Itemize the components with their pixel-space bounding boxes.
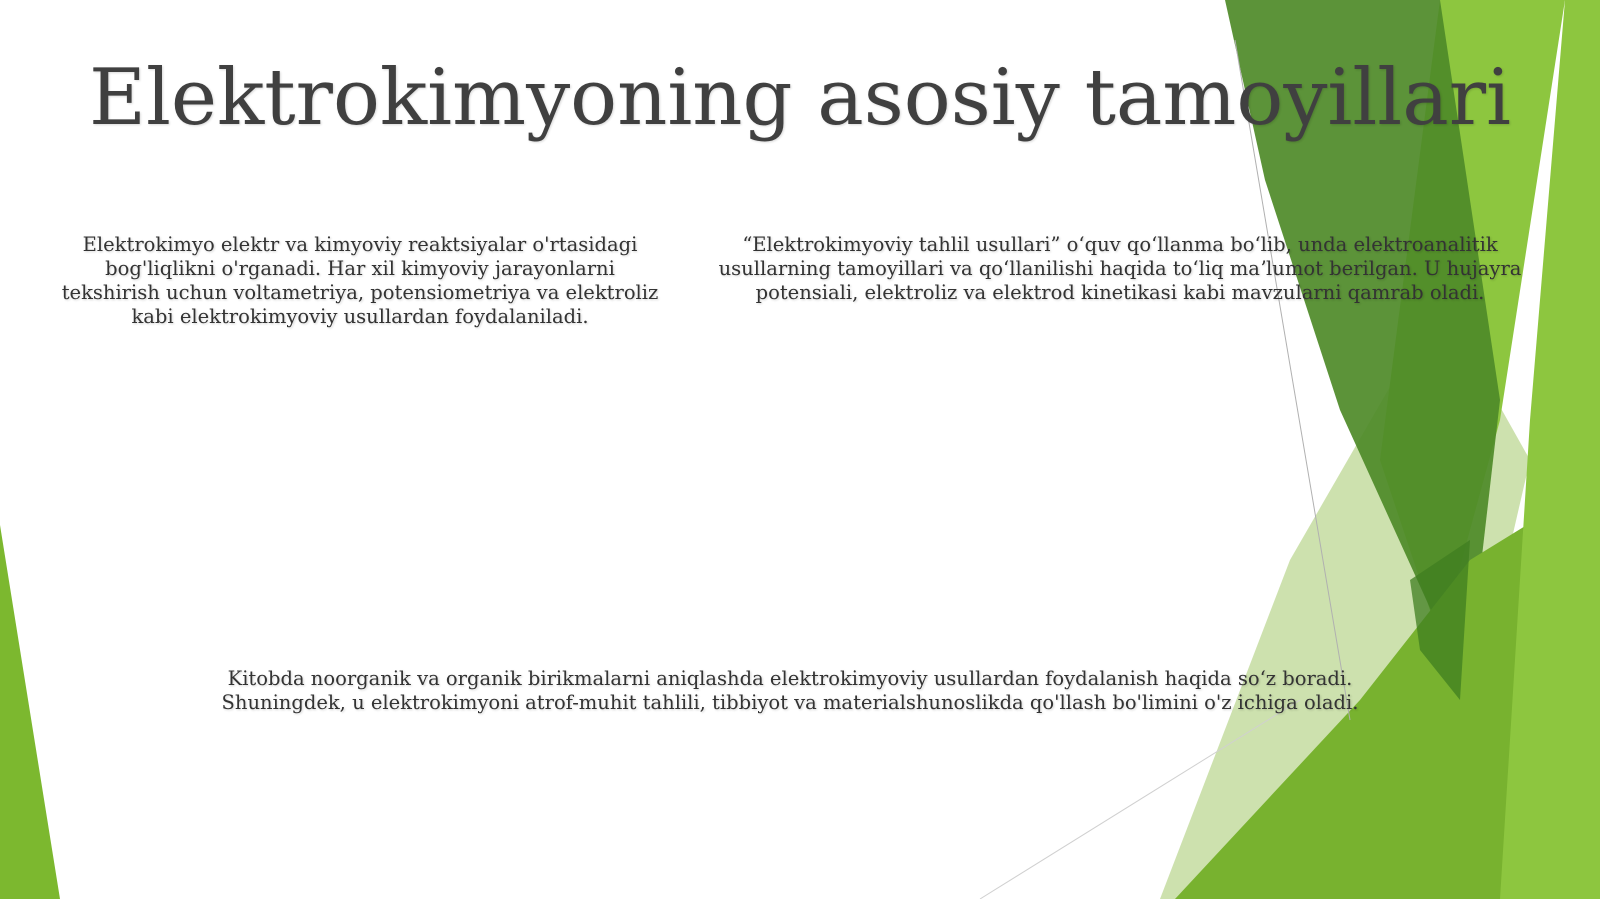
left-green-sliver <box>0 525 60 899</box>
paragraph-left: Elektrokimyo elektr va kimyoviy reaktsiyalar o'rtasidagi bog'liqlikni o'rganadi. Har xil kimyoviy jarayonlarni tekshirish uchun voltametriya, potensiometriya va elektroliz kabi elektrokimyoviy usullardan foydalaniladi. <box>61 233 659 328</box>
slide-title: Elektrokimyoning asosiy tamoyillari <box>89 53 1511 143</box>
paragraph-bottom: Kitobda noorganik va organik birikmalarni aniqlashda elektrokimyoviy usullardan foydalanish haqida soʻz boradi. Shuningdek, u elektrokimyoni atrof-muhit tahlili, tibbiyot va materialshunoslikda qo'llash bo'limini o'z ichiga oladi. <box>221 667 1359 714</box>
paragraph-right: “Elektrokimyoviy tahlil usullari” oʻquv qoʻllanma boʻlib, unda elektroanalitik usullarning tamoyillari va qoʻllanilishi haqida toʻliq maʼlumot berilgan. U hujayra potensiali, elektroliz va elektrod kinetikasi kabi mavzularni qamrab oladi. <box>718 233 1522 304</box>
